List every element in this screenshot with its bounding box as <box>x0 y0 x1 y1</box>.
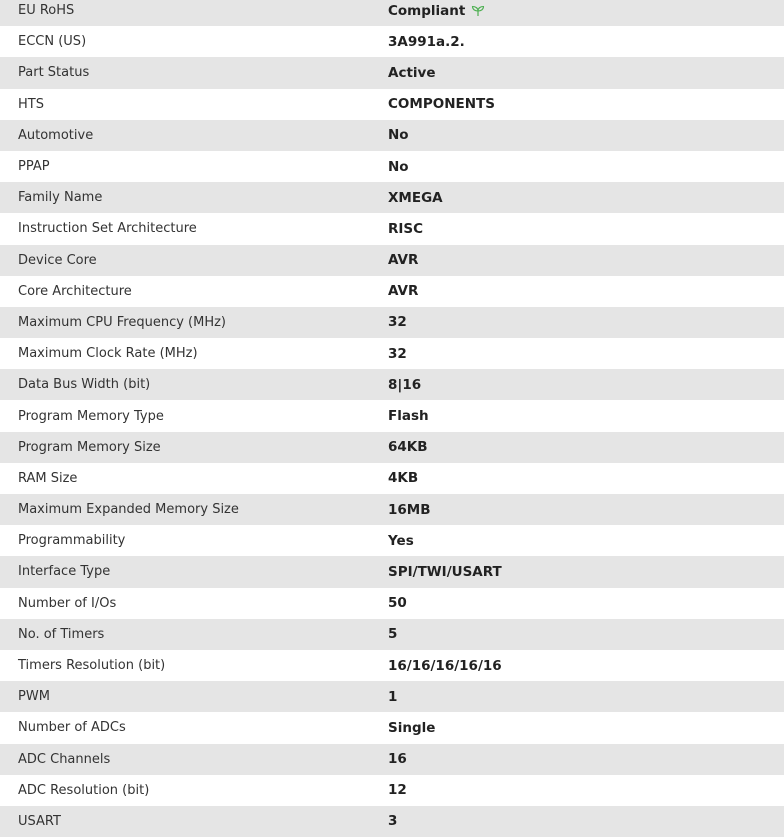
spec-label: ECCN (US) <box>18 34 87 50</box>
spec-row-part-status <box>0 57 784 88</box>
spec-label: Automotive <box>18 127 94 143</box>
spec-label: Program Memory Type <box>18 408 164 424</box>
spec-value: 3 <box>388 813 398 830</box>
spec-row-program-memory-type <box>0 400 784 431</box>
spec-label: PPAP <box>18 159 50 175</box>
spec-value: COMPONENTS <box>388 96 495 113</box>
spec-value <box>388 3 485 19</box>
spec-value: RISC <box>388 220 424 237</box>
spec-value: 8|16 <box>388 376 422 393</box>
spec-row-interface-type <box>0 556 784 587</box>
spec-row-eu-rohs <box>0 0 784 26</box>
spec-row-pwm <box>0 681 784 712</box>
spec-row-adc-resolution <box>0 775 784 806</box>
spec-row-max-cpu-frequency <box>0 307 784 338</box>
spec-value: 12 <box>388 782 407 799</box>
spec-value: Active <box>388 64 436 81</box>
spec-row-hts <box>0 89 784 120</box>
spec-row-number-of-ios <box>0 588 784 619</box>
spec-value: No <box>388 127 409 144</box>
spec-value: Single <box>388 719 436 736</box>
spec-label: ADC Resolution (bit) <box>18 782 150 798</box>
spec-value: 50 <box>388 595 407 612</box>
spec-label: Number of ADCs <box>18 720 126 736</box>
spec-row-programmability <box>0 525 784 556</box>
spec-label: Programmability <box>18 533 126 549</box>
spec-value: 16/16/16/16/16 <box>388 657 502 674</box>
spec-value: AVR <box>388 283 419 300</box>
spec-label: USART <box>18 813 61 829</box>
spec-value: 5 <box>388 626 398 643</box>
spec-row-automotive <box>0 120 784 151</box>
spec-label: Timers Resolution (bit) <box>18 658 166 674</box>
spec-label: Core Architecture <box>18 283 132 299</box>
spec-label: Instruction Set Architecture <box>18 221 197 237</box>
spec-label: Maximum Expanded Memory Size <box>18 502 239 518</box>
spec-row-max-expanded-memory <box>0 494 784 525</box>
spec-row-program-memory-size <box>0 432 784 463</box>
spec-value: XMEGA <box>388 189 443 206</box>
spec-label: Interface Type <box>18 564 111 580</box>
spec-row-eccn <box>0 26 784 57</box>
spec-label: Part Status <box>18 65 90 81</box>
spec-value-text: Compliant <box>388 2 466 19</box>
spec-value: 3A991a.2. <box>388 33 465 50</box>
spec-label: Device Core <box>18 252 97 268</box>
spec-label: HTS <box>18 96 44 112</box>
spec-value: SPI/TWI/USART <box>388 563 502 580</box>
spec-label: Program Memory Size <box>18 439 161 455</box>
spec-value: 64KB <box>388 439 428 456</box>
spec-row-ram-size <box>0 463 784 494</box>
spec-row-number-of-adcs <box>0 712 784 743</box>
spec-row-core-architecture <box>0 276 784 307</box>
spec-label: Maximum CPU Frequency (MHz) <box>18 314 226 330</box>
spec-value: 16MB <box>388 501 431 518</box>
spec-value: No <box>388 158 409 175</box>
spec-value: 32 <box>388 314 407 331</box>
spec-value: 16 <box>388 751 407 768</box>
spec-label: ADC Channels <box>18 751 111 767</box>
spec-value: 32 <box>388 345 407 362</box>
spec-label: Family Name <box>18 190 103 206</box>
spec-row-adc-channels <box>0 744 784 775</box>
spec-value: AVR <box>388 252 419 269</box>
spec-row-family-name <box>0 182 784 213</box>
spec-label: Data Bus Width (bit) <box>18 377 151 393</box>
spec-row-device-core <box>0 245 784 276</box>
spec-row-number-of-timers <box>0 619 784 650</box>
spec-label: No. of Timers <box>18 626 105 642</box>
spec-row-ppap <box>0 151 784 182</box>
spec-label: Maximum Clock Rate (MHz) <box>18 346 198 362</box>
spec-label: Number of I/Os <box>18 595 117 611</box>
leaf-icon <box>471 5 485 17</box>
spec-row-max-clock-rate <box>0 338 784 369</box>
spec-row-isa <box>0 213 784 244</box>
spec-row-timers-resolution <box>0 650 784 681</box>
spec-row-usart <box>0 806 784 837</box>
spec-value: 1 <box>388 688 398 705</box>
spec-value: Yes <box>388 532 414 549</box>
spec-label: RAM Size <box>18 470 78 486</box>
spec-value: 4KB <box>388 470 419 487</box>
spec-value: Flash <box>388 408 429 425</box>
spec-label: PWM <box>18 689 50 705</box>
spec-label: EU RoHS <box>18 3 75 19</box>
spec-row-data-bus-width <box>0 369 784 400</box>
